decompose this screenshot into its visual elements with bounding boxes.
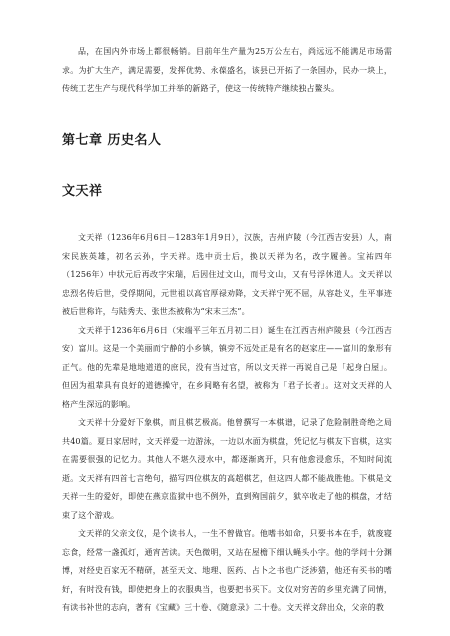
body-paragraph-4: 文天祥的父亲文仪，是个读书人，一生不曾做官。他嗜书如命，只要书本在手，就废寝忘食，经常一盏孤灯，通宵苦读。天色微明，又站在屋檐下细认蝇头小字。他的学问十分渊博，对经史百家无不精研，甚至天文、地理、医药、占卜之书也广泛涉猎，他还有买书的嗜好，有时没有钱，即使把身上的衣服典当，也要把书买下。文仪对穷苦的乡里充满了同情，有读书补世的志向，著有《宝藏》三十卷、《随意录》二十卷。文天祥文辞出众，父亲的教 [62, 529, 392, 612]
intro-block [62, 43, 392, 99]
intro-paragraph: 品，在国内外市场上都很畅销。目前年生产量为25万公左右，尚远远不能满足市场需求。为扩大生产，满足需要，发挥优势、永葆盛名，该县已开拓了一条国办，民办一块上，传统工艺生产与现代科学加工并举的新路子，使这一传统特产继续独占鳌头。 [62, 47, 392, 93]
body-paragraph-3: 文天祥十分爱好下象棋，而且棋艺极高。他曾撰写一本棋谱，记录了危险制胜奇绝之局共40篇。夏日家居时，文天祥爱一边游泳，一边以水面为棋盘，凭记忆与棋友下盲棋，这实在需要很强的记忆力。其他人不堪久浸水中，都逐渐离开，只有他愈浸愈乐，不知时间流逝。文天祥有四首七言绝句，描写四位棋友的高超棋艺，但这四人都不能战胜他。下棋是文天祥一生的爱好，即使在燕京监狱中也不例外，直到殉国前夕，狱卒收走了他的棋盘，才结束了这个游戏。 [62, 418, 392, 520]
chapter-title: 第七章 历史名人 [62, 133, 162, 148]
section-title: 文天祥 [62, 184, 103, 199]
body-paragraph-2: 文天祥于1236年6月6日（宋端平三年五月初二日）诞生在江西吉州庐陵县（今江西吉安）富川。这是一个美丽而宁静的小乡镇，镇旁不远处正是有名的赵家庄——富川的象形有正气。他的先辈是地地道道的庶民，没有当过官，所以文天祥一再说自己是「起身白屋」。但因为祖辈具有良好的道德操守，在乡间略有名望，被称为「君子长者」。这对文天祥的人格产生深远的影响。 [62, 325, 392, 409]
body-text [62, 229, 392, 618]
body-paragraph-1: 文天祥（1236年6月6日－1283年1月9日），汉族，吉州庐陵（今江西吉安县）人，南宋民族英雄，初名云孙，字天祥。选中贡士后，换以天祥为名，改字履善。宝祐四年（1256年）中状元后再改字宋瑞，后因住过文山，而号文山，又有号浮休道人。文天祥以忠烈名传后世，受俘期间，元世祖以高官厚禄劝降，文天祥宁死不屈，从容赴义，生平事迹被后世称许，与陆秀夫、张世杰被称为“宋末三杰”。 [62, 233, 392, 316]
